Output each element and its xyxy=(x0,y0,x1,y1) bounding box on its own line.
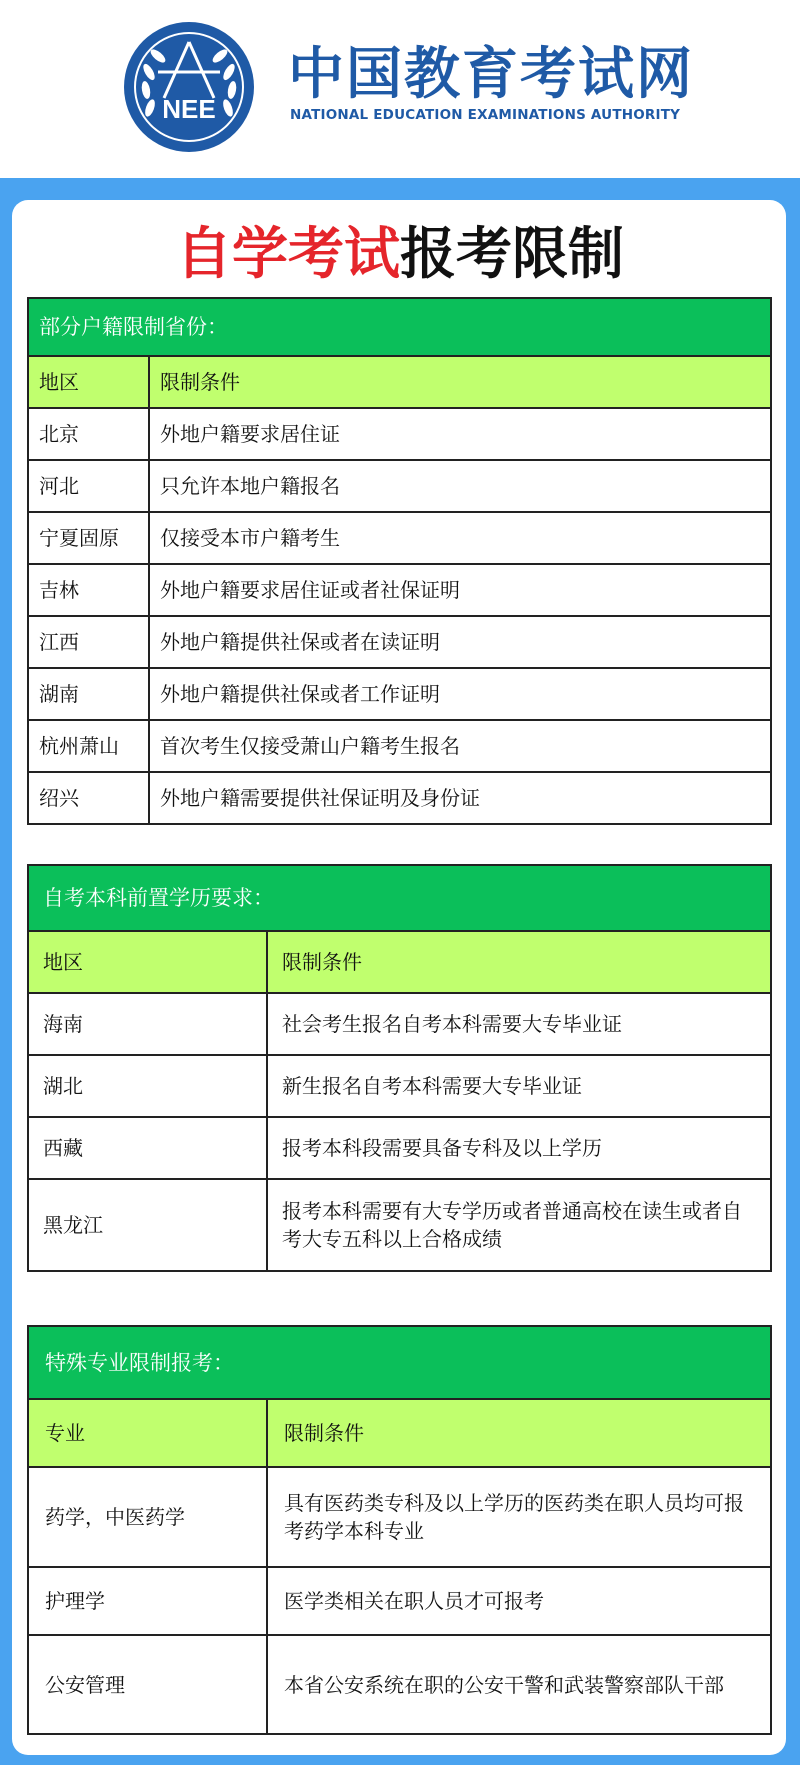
column-header-row xyxy=(28,1399,771,1467)
region-cell: 江西 xyxy=(28,616,149,668)
region-cell: 宁夏固原 xyxy=(28,512,149,564)
brand-name-cn: 中国教育考试网 xyxy=(288,42,694,107)
table-row xyxy=(28,1055,771,1117)
condition-cell: 具有医药类专科及以上学历的医药类在职人员均可报考药学本科专业 xyxy=(267,1467,771,1567)
condition-cell: 报考本科需要有大专学历或者普通高校在读生或者自考大专五科以上合格成绩 xyxy=(267,1179,771,1271)
column-header: 限制条件 xyxy=(267,1399,771,1467)
column-header: 地区 xyxy=(28,356,149,408)
column-header-row xyxy=(28,356,771,408)
region-cell: 绍兴 xyxy=(28,772,149,824)
table-row xyxy=(28,616,771,668)
condition-cell: 仅接受本市户籍考生 xyxy=(149,512,771,564)
table-row xyxy=(28,668,771,720)
column-header: 限制条件 xyxy=(267,931,771,993)
table-row xyxy=(28,1567,771,1635)
condition-cell: 社会考生报名自考本科需要大专毕业证 xyxy=(267,993,771,1055)
major-cell: 护理学 xyxy=(28,1567,267,1635)
region-cell: 吉林 xyxy=(28,564,149,616)
title-red-part: 自学考试 xyxy=(176,222,400,287)
condition-cell: 外地户籍要求居住证 xyxy=(149,408,771,460)
brand-name-en: NATIONAL EDUCATION EXAMINATIONS AUTHORITY xyxy=(290,107,681,123)
table-row xyxy=(28,772,771,824)
table-row xyxy=(28,1179,771,1271)
condition-cell: 外地户籍需要提供社保证明及身份证 xyxy=(149,772,771,824)
title-black-part: 报考限制 xyxy=(400,222,624,287)
region-cell: 黑龙江 xyxy=(28,1179,267,1271)
region-cell: 河北 xyxy=(28,460,149,512)
condition-cell: 只允许本地户籍报名 xyxy=(149,460,771,512)
condition-cell: 医学类相关在职人员才可报考 xyxy=(267,1567,771,1635)
condition-cell: 新生报名自考本科需要大专毕业证 xyxy=(267,1055,771,1117)
section-title: 部分户籍限制省份： xyxy=(28,298,771,356)
section-title: 特殊专业限制报考： xyxy=(28,1326,771,1399)
column-header-row xyxy=(28,931,771,993)
column-header: 地区 xyxy=(28,931,267,993)
table-row xyxy=(28,720,771,772)
section-header xyxy=(28,865,771,931)
table-row xyxy=(28,1117,771,1179)
page-title xyxy=(0,220,800,290)
condition-cell: 本省公安系统在职的公安干警和武装警察部队干部 xyxy=(267,1635,771,1734)
section-title: 自考本科前置学历要求： xyxy=(28,865,771,931)
region-cell: 湖北 xyxy=(28,1055,267,1117)
column-header: 专业 xyxy=(28,1399,267,1467)
region-cell: 西藏 xyxy=(28,1117,267,1179)
table-row xyxy=(28,408,771,460)
major-cell: 公安管理 xyxy=(28,1635,267,1734)
column-header: 限制条件 xyxy=(149,356,771,408)
condition-cell: 首次考生仅接受萧山户籍考生报名 xyxy=(149,720,771,772)
table-row xyxy=(28,1635,771,1734)
table-household-limits xyxy=(27,297,772,825)
major-cell: 药学，中医药学 xyxy=(28,1467,267,1567)
site-header xyxy=(0,0,800,178)
table-row xyxy=(28,993,771,1055)
table-degree-requirements xyxy=(27,864,772,1272)
region-cell: 北京 xyxy=(28,408,149,460)
condition-cell: 报考本科段需要具备专科及以上学历 xyxy=(267,1117,771,1179)
region-cell: 海南 xyxy=(28,993,267,1055)
section-header xyxy=(28,298,771,356)
region-cell: 杭州萧山 xyxy=(28,720,149,772)
section-header xyxy=(28,1326,771,1399)
nee-logo-icon xyxy=(122,20,256,154)
condition-cell: 外地户籍提供社保或者工作证明 xyxy=(149,668,771,720)
logo-text: NEE xyxy=(162,94,216,124)
table-row xyxy=(28,564,771,616)
table-special-majors xyxy=(27,1325,772,1735)
region-cell: 湖南 xyxy=(28,668,149,720)
table-row xyxy=(28,460,771,512)
condition-cell: 外地户籍提供社保或者在读证明 xyxy=(149,616,771,668)
table-row xyxy=(28,512,771,564)
table-row xyxy=(28,1467,771,1567)
condition-cell: 外地户籍要求居住证或者社保证明 xyxy=(149,564,771,616)
